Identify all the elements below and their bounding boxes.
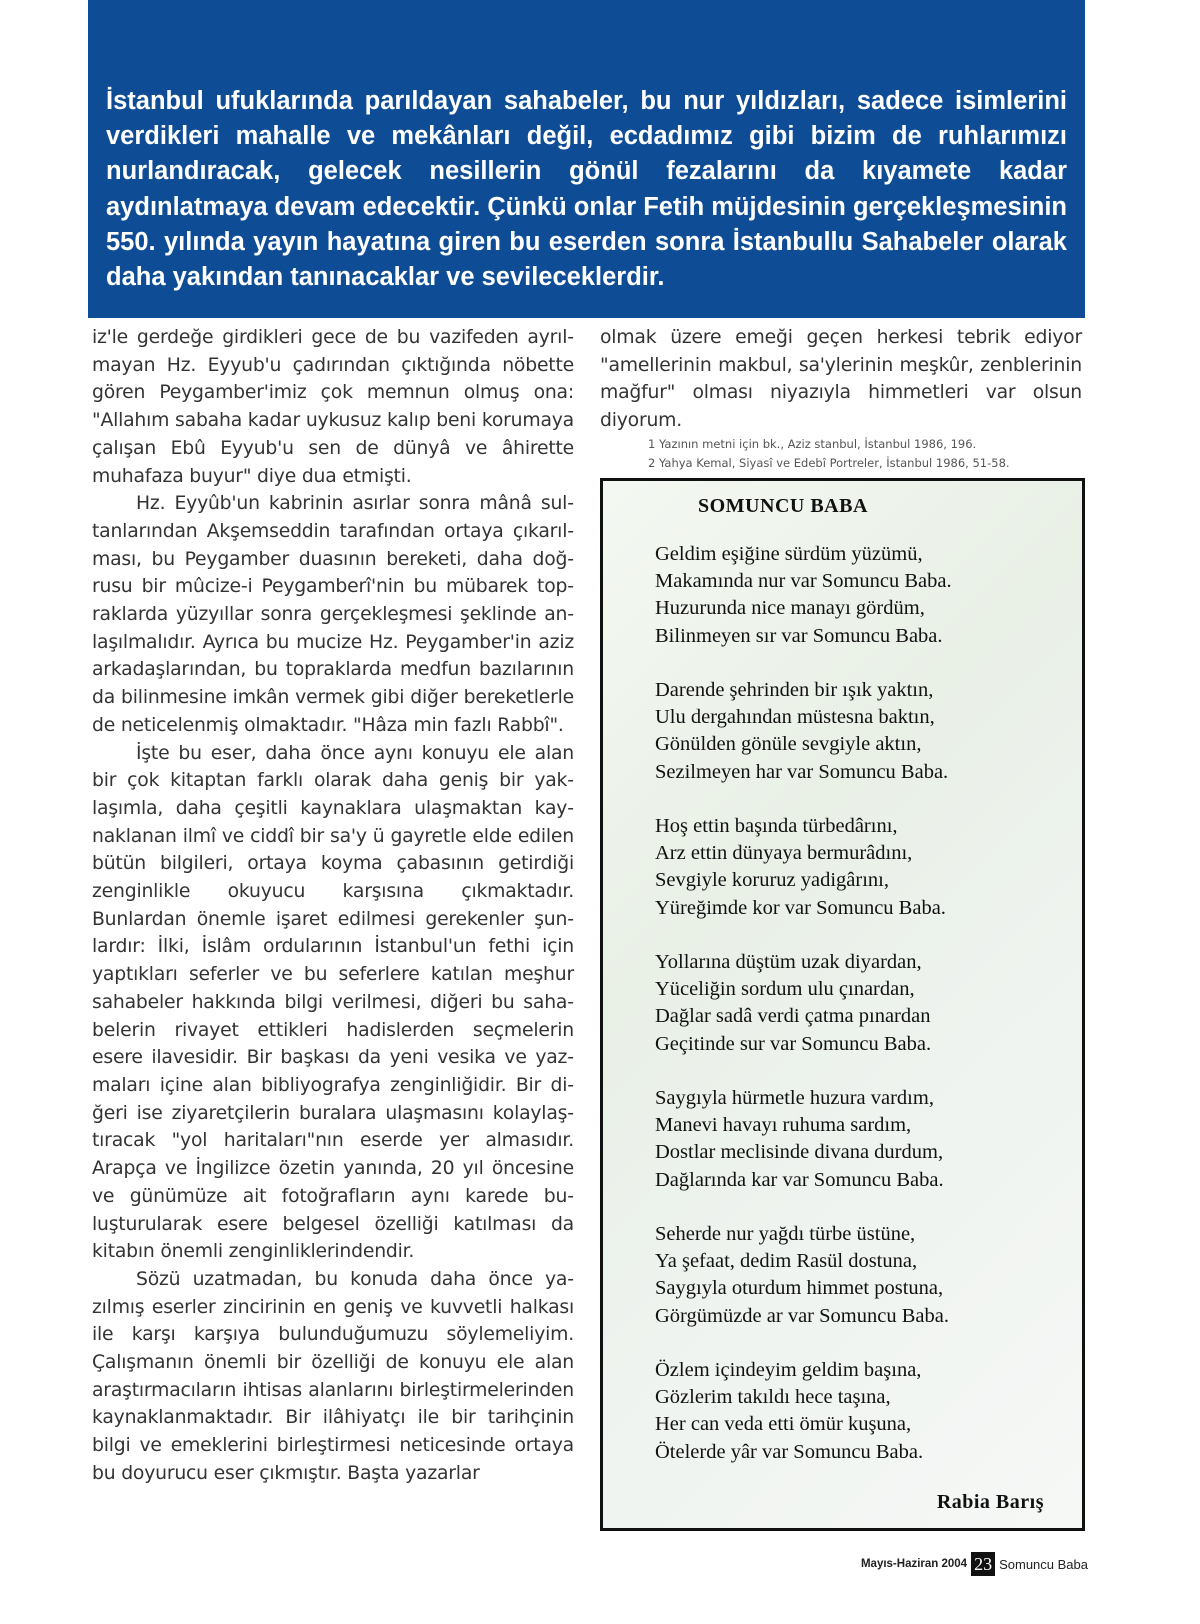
stanza (655, 949, 1075, 1058)
poem-line: Makamında nur var Somuncu Baba. (655, 570, 952, 593)
poem-body (655, 541, 1075, 1493)
footnotes (648, 435, 1088, 472)
poem-line: Yüreğimde kor var Somuncu Baba. (655, 896, 946, 919)
intro-banner (88, 0, 1085, 318)
left-column (92, 324, 574, 1488)
poem-line: Bilinmeyen sır var Somuncu Baba. (655, 624, 943, 647)
stanza (655, 1085, 1075, 1194)
poem-author: Rabia Barış (936, 1491, 1044, 1513)
page-number: 23 (971, 1552, 995, 1576)
poem-line: Seherde nur yağdı türbe üstüne, (655, 1223, 916, 1245)
poem-line: Hoş ettin başında türbedârını, (655, 815, 898, 837)
paragraph: olmak üzere emeği geçen herkesi tebrik ediyor "amellerinin makbul, sa'ylerinin meşkûr, zenblerinin mağfur" olması niyazıyla himmetleri var olsun diyorum. (600, 327, 1082, 432)
paragraph: Hz. Eyyûb'un kabrinin asırlar sonra mânâ sultanlarından Akşemseddin tarafından ortaya çıkarılması, bu Peygamber duasının bereketi, daha doğrusu bir mûcize-i Peygamberî'nin bu mübarek topraklarda yüzyıllar sonra gerçekleşmesi şeklinde anlaşılmalıdır. Ayrıca bu mucize Hz. Peygamber'in aziz arkadaşlarından, bu topraklarda medfun bazılarının da bilinmesine imkân vermek gibi diğer bereketlerle de neticelenmiş olmaktadır. "Hâza min fazlı Rabbî". (92, 493, 574, 736)
poem-line: Darende şehrinden bir ışık yaktın, (655, 679, 934, 701)
poem-line: Dağlar sadâ verdi çatma pınardan (655, 1005, 931, 1028)
stanza (655, 813, 1075, 922)
issue-date: Mayıs-Haziran 2004 (860, 1558, 968, 1570)
poem-line: Gönülden gönüle sevgiyle aktın, (655, 733, 922, 756)
poem-line: Geçitinde sur var Somuncu Baba. (655, 1032, 932, 1055)
poem-line: Yüceliğin sordum ulu çınardan, (655, 978, 915, 1001)
poem-line: Her can veda etti ömür kuşuna, (655, 1413, 912, 1436)
poem-line: Ya şefaat, dedim Rasül dostuna, (655, 1250, 918, 1273)
poem-line: Arz ettin dünyaya bermurâdını, (655, 842, 913, 865)
poem-line: Geldim eşiğine sürdüm yüzümü, (655, 543, 923, 565)
paragraph: Sözü uzatmadan, bu konuda daha önce yazılmış eserler zincirinin en geniş ve kuvvetli halkası ile karşı karşıya bulunduğumuzu söylemeliyim. Çalışmanın önemli bir özelliği de konuyu ele alan araştırmacıların ihtisas alanlarını birleştirmelerinden kaynaklanmaktadır. Bir ilâhiyatçı ile bir tarihçinin bilgi ve emeklerini birleştirmesi neticesinde ortaya bu doyurucu eser çıkmıştır. Başta yazarlar (92, 1268, 574, 1484)
stanza (655, 1357, 1075, 1466)
poem-line: Sevgiyle koruruz yadigârını, (655, 869, 889, 892)
poem-line: Manevi havayı ruhuma sardım, (655, 1114, 912, 1137)
page-footer (861, 1551, 1088, 1577)
paragraph: İşte bu eser, daha önce aynı konuyu ele alan bir çok kitaptan farklı olarak daha geniş bir yaklaşımla, daha çeşitli kaynaklara ulaşmaktan kaynaklanan ilmî ve ciddî bir sa'y ü gayretle elde edilen bütün bilgileri, ortaya koyma çabasının getirdiği zenginlikle okuyucu karşısına çıkmaktadır. Bunlardan önemle işaret edilmesi gerekenler şunlardır: İlki, İslâm ordularının İstanbul'un fethi için yaptıkları seferler ve bu seferlere katılan meşhur sahabeler hakkında bilgi verilmesi, diğeri bu sahabelerin rivayet ettikleri hadislerden seçmelerin esere ilavesidir. Bir başkası da yeni vesika ve yazmaları içine alan bibliyografya zenginliğidir. Bir diğeri ise ziyaretçilerin buralara ulaşmasını kolaylaştıracak "yol haritaları"nın eserde yer almasıdır. Arapça ve İngilizce özetin yanında, 20 yıl öncesine ve günümüze ait fotoğrafların aynı karede buluşturularak esere belgesel özelliği katılması da kitabın önemli zenginliklerindendir. (92, 742, 574, 1263)
poem-line: Ulu dergahından müstesna baktın, (655, 706, 935, 729)
poem-line: Dostlar meclisinde divana durdum, (655, 1141, 944, 1164)
poem-line: Sezilmeyen har var Somuncu Baba. (655, 760, 949, 783)
footnote: 1 Yazının metni için bk., Aziz stanbul, İstanbul 1986, 196. (648, 437, 977, 451)
poem-line: Görgümüzde ar var Somuncu Baba. (655, 1304, 949, 1327)
stanza (655, 1221, 1075, 1330)
poem-line: Özlem içindeyim geldim başına, (655, 1359, 922, 1381)
magazine-name: Somuncu Baba (999, 1556, 1088, 1572)
stanza (655, 541, 1075, 650)
poem-line: Saygıyla oturdum himmet postuna, (655, 1277, 944, 1300)
poem-line: Ötelerde yâr var Somuncu Baba. (655, 1440, 924, 1463)
poem-line: Saygıyla hürmetle huzura vardım, (655, 1087, 934, 1109)
footnote: 2 Yahya Kemal, Siyasî ve Edebî Portreler, İstanbul 1986, 51-58. (648, 455, 1010, 470)
poem-line: Huzurunda nice manayı gördüm, (655, 597, 925, 620)
stanza (655, 677, 1075, 786)
poem-box (600, 478, 1085, 1531)
paragraph: iz'le gerdeğe girdikleri gece de bu vazifeden ayrılmayan Hz. Eyyub'u çadırından çıktığında nöbette gören Peygamber'imiz çok memnun olmuş ona: "Allahım sabaha kadar uykusuz kalıp beni korumaya çalışan Ebû Eyyub'u sen de dünyâ ve âhirette muhafaza buyur" diye dua etmişti. (92, 327, 574, 487)
banner-text: İstanbul ufuklarında parıldayan sahabeler, bu nur yıldızları, sadece isimlerini verdikleri mahalle ve mekânları değil, ecdadımız gibi bizim de ruhlarımızı nurlandıracak, gelecek nesillerin gönül fezalarını da kıyamete kadar aydınlatmaya devam edecektir. Çünkü onlar Fetih müjdesinin gerçekleşmesinin 550. yılında yayın hayatına giren bu eserden sonra İstanbullu Sahabeler olarak daha yakından tanınacaklar ve sevileceklerdir. (106, 87, 1067, 292)
poem-title: SOMUNCU BABA (698, 495, 868, 517)
poem-line: Gözlerim takıldı hece taşına, (655, 1386, 891, 1409)
poem-line: Dağlarında kar var Somuncu Baba. (655, 1168, 944, 1191)
poem-line: Yollarına düştüm uzak diyardan, (655, 951, 922, 973)
right-column (600, 324, 1082, 435)
